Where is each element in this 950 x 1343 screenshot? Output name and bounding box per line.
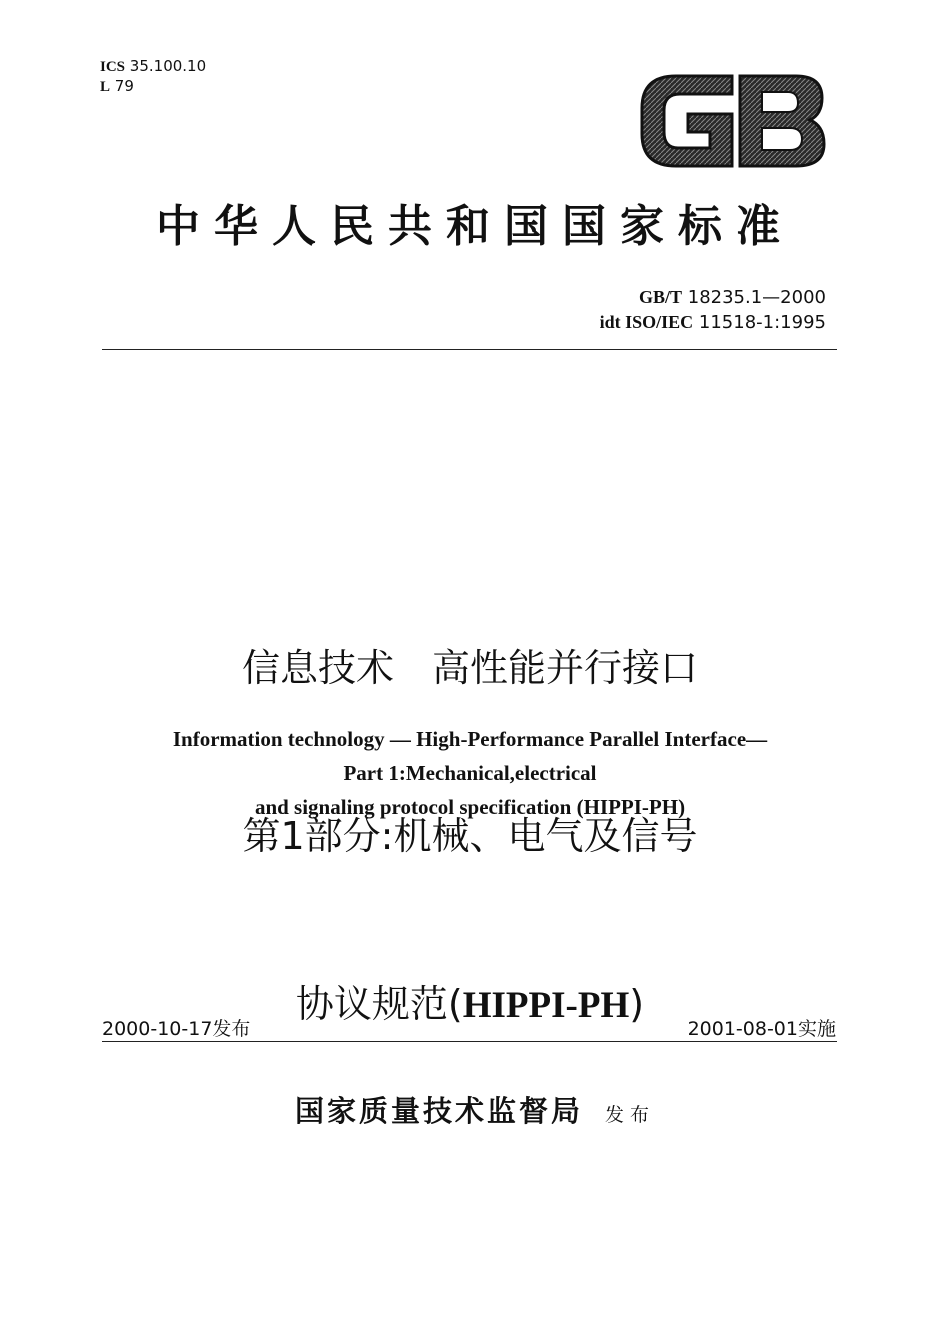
standard-number bbox=[0, 285, 826, 310]
standard-number-label: GB/T bbox=[639, 287, 683, 307]
publisher-action: 发布 bbox=[605, 1104, 656, 1126]
ics-label: ICS bbox=[100, 59, 126, 75]
header-divider bbox=[102, 349, 837, 350]
chinese-title-code: HIPPI-PH bbox=[462, 985, 630, 1026]
adoption-value: 11518-1:1995 bbox=[698, 312, 826, 333]
standard-number-value: 18235.1—2000 bbox=[687, 287, 826, 308]
english-title-line-2: Part 1:Mechanical,electrical bbox=[343, 761, 597, 785]
chinese-title-line-3-prefix: 协议规范( bbox=[295, 982, 463, 1026]
adoption-label: idt ISO/IEC bbox=[599, 312, 694, 332]
ccs-code bbox=[100, 77, 206, 97]
ics-code bbox=[100, 57, 206, 77]
chinese-title-line-2: 第1部分:机械、电气及信号 bbox=[242, 814, 698, 858]
issue-date-value: 2000-10-17 bbox=[102, 1018, 213, 1040]
publisher-name: 国家质量技术监督局 bbox=[294, 1094, 583, 1128]
adoption-reference bbox=[0, 310, 826, 335]
english-title-line-1: Information technology — High-Performance Parallel Interface— bbox=[172, 727, 768, 751]
ccs-value: 79 bbox=[114, 77, 134, 95]
classification-codes bbox=[100, 57, 206, 97]
effective-date bbox=[688, 1014, 836, 1041]
effective-date-label: 实施 bbox=[797, 1018, 836, 1040]
date-divider bbox=[102, 1041, 837, 1042]
standard-numbers bbox=[0, 285, 826, 335]
chinese-title-line-1: 信息技术 高性能并行接口 bbox=[241, 646, 698, 690]
publisher bbox=[0, 1089, 950, 1130]
ics-value: 35.100.10 bbox=[129, 57, 207, 75]
gb-logo-icon bbox=[636, 68, 828, 172]
issue-date bbox=[102, 1014, 250, 1041]
national-standard-title: 中华人民共和国国家标准 bbox=[156, 201, 794, 252]
english-title bbox=[0, 722, 940, 824]
english-title-line-3: and signaling protocol specification (HIPPI-PH) bbox=[254, 795, 686, 819]
ccs-label: L bbox=[100, 79, 111, 95]
effective-date-value: 2001-08-01 bbox=[687, 1018, 798, 1040]
issue-date-label: 发布 bbox=[212, 1018, 251, 1040]
chinese-title-line-3-suffix: ) bbox=[629, 982, 645, 1026]
